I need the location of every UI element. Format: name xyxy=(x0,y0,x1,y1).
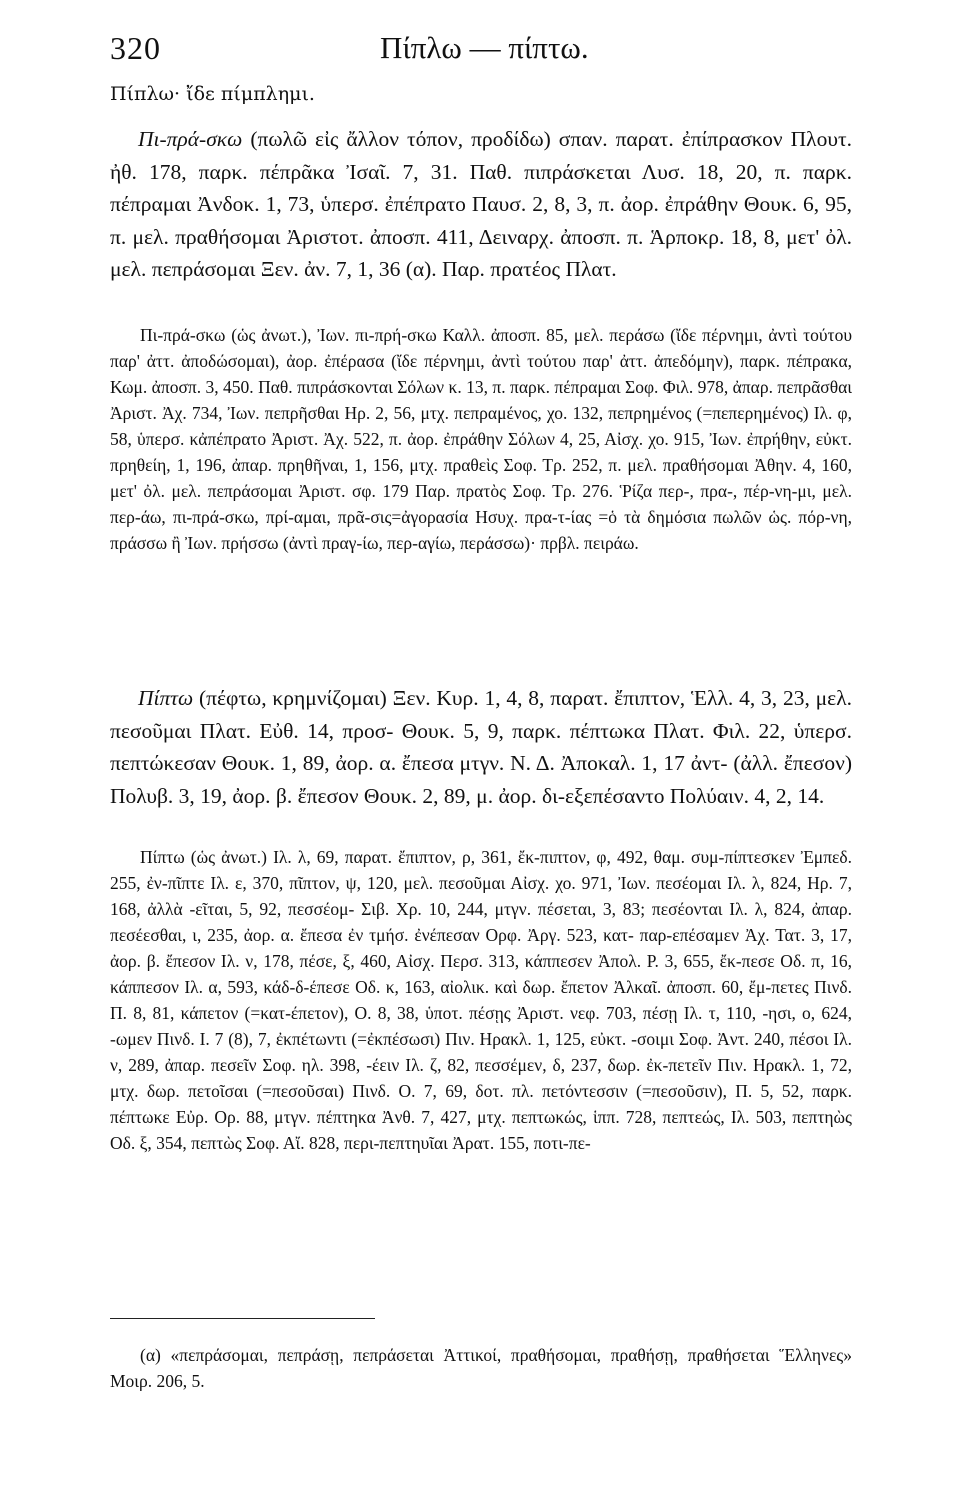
entry-text: (πωλῶ εἰς ἄλλον τόπον, προδίδω) σπαν. παρατ. ἐπίπρασκον Πλουτ. ἠθ. 178, παρκ. πέπρᾶκα Ἰσαῖ. 7, 31. Παθ. πιπράσκεται Λυσ. 18, 20, π. παρκ. πέπραμαι Ἀνδοκ. 1, 73, ὑπερσ. ἐπέπρατο Παυσ. 2, 8, 3, π. ἀορ. ἐπράθην Θουκ. 6, 95, π. μελ. πραθήσομαι Ἀριστοτ. ἀποσπ. 411, Δειναρχ. ἀποσπ. π. Ἁρποκρ. 18, 8, μετ' ὀλ. μελ. πεπράσομαι Ξεν. ἀν. 7, 1, 36 (α). Παρ. πρατέος Πλατ. xyxy=(110,127,852,281)
sub-entry-pipraskō-ancient xyxy=(110,322,852,556)
footnote xyxy=(110,1342,852,1394)
footnote-marker: (α) xyxy=(140,1345,161,1365)
entry-lemma: Πι-πρά-σκω xyxy=(138,127,243,151)
entry-text: Πι-πρά-σκω (ὡς ἀνωτ.), Ἰων. πι-πρή-σκω Καλλ. ἀποσπ. 85, μελ. περάσω (ἴδε πέρνημι, ἀντὶ τούτου παρ' ἀττ. ἀποδώσομαι), ἀορ. ἐπέρασα (ἴδε πέρνημι, ἀντὶ τούτου παρ' ἀττ. ἀπεδόμην), παρκ. πέπρακα, Κωμ. ἀποσπ. 3, 450. Παθ. πιπράσκονται Σόλων κ. 13, π. παρκ. πέπραμαι Σοφ. Φιλ. 978, ἀπαρ. πεπρᾶσθαι Ἀριστ. Ἀχ. 734, Ἰων. πεπρῆσθαι Ηρ. 2, 56, μτχ. πεπραμένος, χο. 132, πεπρημένος (=πεπερημένος) Ιλ. φ, 58, ὑπερσ. κἀπέπρατο Ἀριστ. Ἀχ. 522, π. ἀορ. ἐπράθην Σόλων 4, 25, Αἰσχ. χο. 915, Ἰων. ἐπρήθην, εὐκτ. πρηθείη, 1, 196, ἀπαρ. πρηθῆναι, 1, 156, μτχ. πραθεὶς Σοφ. Τρ. 252, π. μελ. πραθήσομαι Ἀθην. 4, 160, μετ' ὀλ. μελ. πεπράσομαι Ἀριστ. σφ. 179 Παρ. πρατὸς Σοφ. Τρ. 276. Ῥίζα περ-, πρα-, πέρ-νη-μι, μελ. περ-άω, πι-πρά-σκω, πρί-αμαι, πρᾶ-σις=ἀγορασία Ησυχ. πρα-τ-ίας =ὁ τὰ δημόσια πωλῶν ὡς. πόρ-νη, πράσσω ἢ Ἰων. πρήσσω (ἀντὶ πραγ-ίω, περ-αγίω, περάσσω)· πρβλ. πειράω. xyxy=(110,325,852,553)
entry-text: (πέφτω, κρημνίζομαι) Ξεν. Κυρ. 1, 4, 8, παρατ. ἔπιπτον, Ἑλλ. 4, 3, 23, μελ. πεσοῦμαι Πλατ. Εὐθ. 14, προσ- Θουκ. 5, 9, παρκ. πέπτωκα Πλατ. Φιλ. 22, ὑπερσ. πεπτώκεσαν Θουκ. 1, 89, ἀορ. α. ἔπεσα μτγν. Ν. Δ. Ἀποκαλ. 1, 17 ἀντ- (ἀλλ. ἔπεσον) Πολυβ. 3, 19, ἀορ. β. ἔπεσον Θουκ. 2, 89, μ. ἀορ. δι-εξεπέσαντο Πολύαιν. 4, 2, 14. xyxy=(110,686,852,808)
entry-text: ἴδε πίμπλημι. xyxy=(180,83,315,105)
main-entry-piptō xyxy=(110,682,852,812)
page-header xyxy=(110,20,850,76)
cross-reference-entry xyxy=(110,80,852,108)
entry-lemma: Πίπλω· xyxy=(110,83,181,105)
entry-lemma: Πίπτω xyxy=(138,686,194,710)
footnote-separator xyxy=(110,1318,375,1319)
main-entry-pipraskō xyxy=(110,123,852,286)
sub-entry-piptō-ancient xyxy=(110,844,852,1156)
page-number: 320 xyxy=(110,30,161,66)
footnote-text: «πεπράσομαι, πεπράσῃ, πεπράσεται Ἀττικοί, πραθήσομαι, πραθήσῃ, πραθήσεται Ἕλληνες» Μοιρ. 206, 5. xyxy=(110,1345,852,1391)
running-title: Πίπλω — πίπτω. xyxy=(380,30,589,65)
entry-text: Πίπτω (ὡς ἀνωτ.) Ιλ. λ, 69, παρατ. ἔπιπτον, ρ, 361, ἔκ-πιπτον, φ, 492, θαμ. συμ-πίπτεσκεν Ἐμπεδ. 255, ἐν-πῖπτε Ιλ. ε, 370, πῖπτον, ψ, 120, μελ. πεσοῦμαι Αἰσχ. χο. 971, Ἰων. πεσέομαι Ιλ. λ, 824, Ηρ. 7, 168, ἀλλὰ -εῖται, 5, 92, πεσσέομ- Σιβ. Χρ. 10, 244, μτγν. πέσεται, 3, 83; πεσέονται Ιλ. λ, 824, ἀπαρ. πεσέεσθαι, ι, 235, ἀορ. α. ἔπεσα ἐν τμήσ. ἐνέπεσαν Ορφ. Ἀργ. 523, κατ- παρ-επέσαμεν Ἀχ. Τατ. 3, 17, ἀορ. β. ἔπεσον Ιλ. ν, 178, πέσε, ξ, 460, Αἰσχ. Περσ. 313, κάππεσεν Ἀπολ. Ρ. 3, 655, ἔκ-πεσε Οδ. π, 16, κάππεσον Ιλ. α, 593, κάδ-δ-έπεσε Οδ. κ, 163, αἰολικ. καὶ δωρ. ἔπετον Ἀλκαῖ. ἀποσπ. 60, ἔμ-πετες Πινδ. Π. 8, 81, κάπετον (=κατ-έπετον), Ο. 8, 38, ὑποτ. πέσῃς Ἀριστ. νεφ. 703, πέσῃ Ιλ. τ, 110, -ησι, ο, 624, -ωμεν Πινδ. Ι. 7 (8), 7, ἐκπέτωντι (=ἐκπέσωσι) Πιν. Ηρακλ. 1, 125, εὐκτ. -σοιμι Σοφ. Ἀντ. 240, πέσοι Ιλ. ν, 289, ἀπαρ. πεσεῖν Σοφ. ηλ. 398, -έειν Ιλ. ζ, 82, πεσσέμεν, δ, 237, δωρ. ἐκ-πετεῖν Πιν. Ηρακλ. 1, 72, μτχ. δωρ. πετοῖσαι (=πεσοῦσαι) Πινδ. Ο. 7, 69, δοτ. πλ. πετόντεσσιν (=πεσοῦσιν), Π. 5, 52, παρκ. πέπτωκε Εὐρ. Ορ. 88, μτγν. πέπτηκα Ἀνθ. 7, 427, μτχ. πεπτωκώς, ἱππ. 728, πεπτεώς, Ιλ. 503, πεπτηὼς Οδ. ξ, 354, πεπτὼς Σοφ. Αἴ. 828, περι-πεπτηυῖαι Ἀρατ. 155, ποτι-πε- xyxy=(110,847,852,1153)
